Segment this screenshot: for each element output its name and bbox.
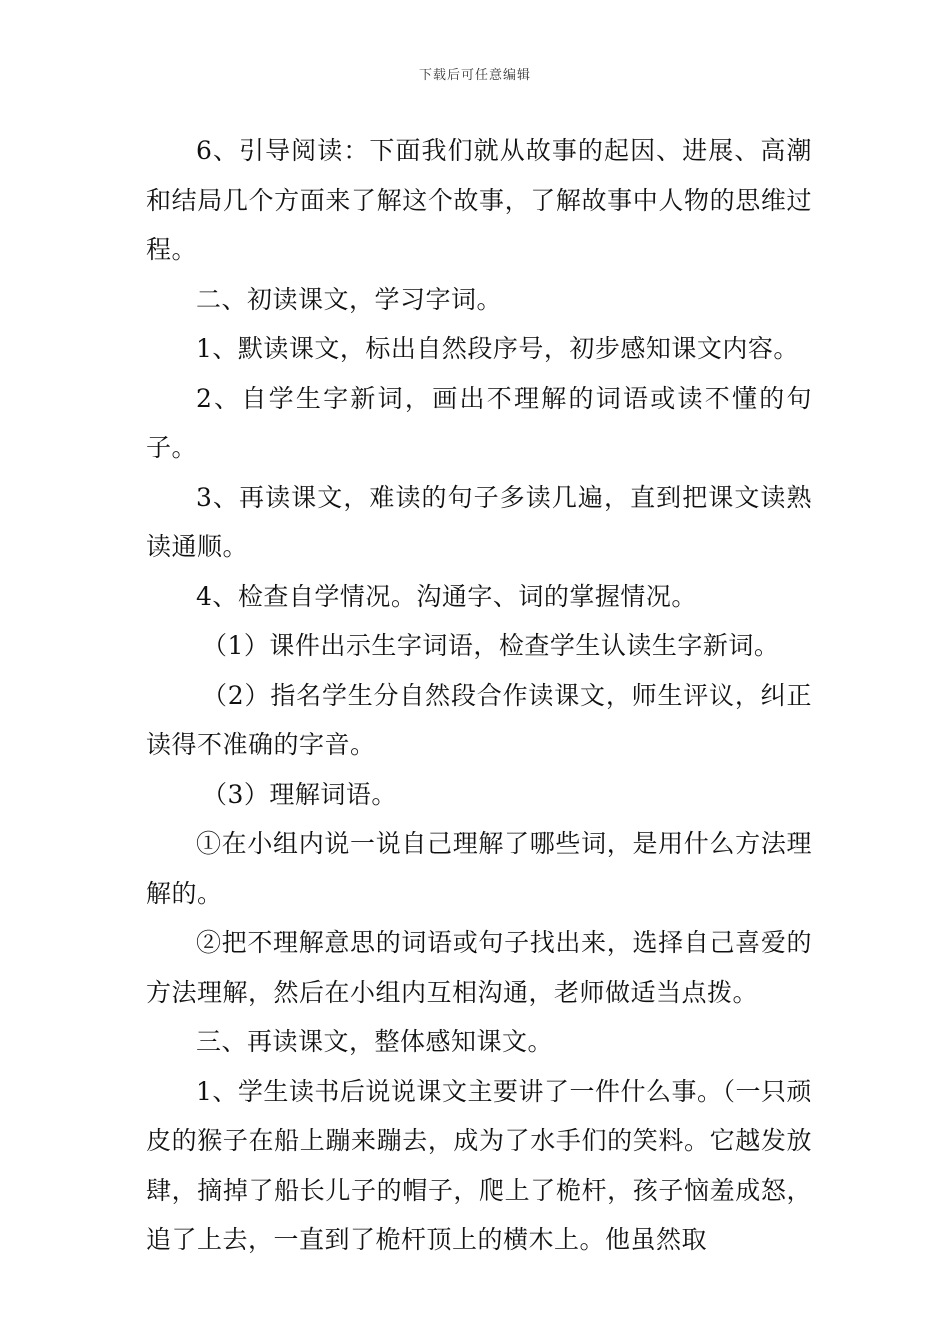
paragraph-understand-words: （3）理解词语。	[202, 779, 397, 809]
paragraph-group-discussion: ①在小组内说一说自己理解了哪些词，是用什么方法理解的。	[146, 829, 812, 908]
section-heading-first-reading: 二、初读课文，学习字词。	[196, 284, 503, 314]
paragraph-group-reading: （2）指名学生分自然段合作读课文，师生评议，纠正读得不准确的字音。	[146, 680, 812, 759]
paragraph-check-study: 4、检查自学情况。沟通字、词的掌握情况。	[196, 581, 697, 611]
document-body	[146, 126, 812, 1265]
section-heading-reread-whole: 三、再读课文，整体感知课文。	[196, 1027, 554, 1056]
paragraph-guided-reading: 6、引导阅读：下面我们就从故事的起因、进展、高潮和结局几个方面来了解这个故事，了解故事中人物的思维过程。	[146, 136, 812, 264]
paragraph-reread: 3、再读课文，难读的句子多读几遍，直到把课文读熟读通顺。	[146, 482, 812, 561]
paragraph-story-summary: 1、学生读书后说说课文主要讲了一件什么事。（一只顽皮的猴子在船上蹦来蹦去，成为了水手们的笑料。它越发放肆，摘掉了船长儿子的帽子，爬上了桅杆，孩子恼羞成怒，追了上去，一直到了桅杆顶上的横木上。他虽然取	[146, 1076, 812, 1254]
paragraph-find-sentences: ②把不理解意思的词语或句子找出来，选择自己喜爱的方法理解，然后在小组内互相沟通，老师做适当点拨。	[146, 928, 812, 1007]
page-header: 下载后可任意编辑	[418, 68, 531, 83]
paragraph-courseware: （1）课件出示生字词语，检查学生认读生字新词。	[202, 631, 780, 660]
paragraph-silent-reading: 1、默读课文，标出自然段序号，初步感知课文内容。	[196, 334, 799, 363]
paragraph-self-study-words: 2、自学生字新词，画出不理解的词语或读不懂的句子。	[146, 383, 812, 462]
